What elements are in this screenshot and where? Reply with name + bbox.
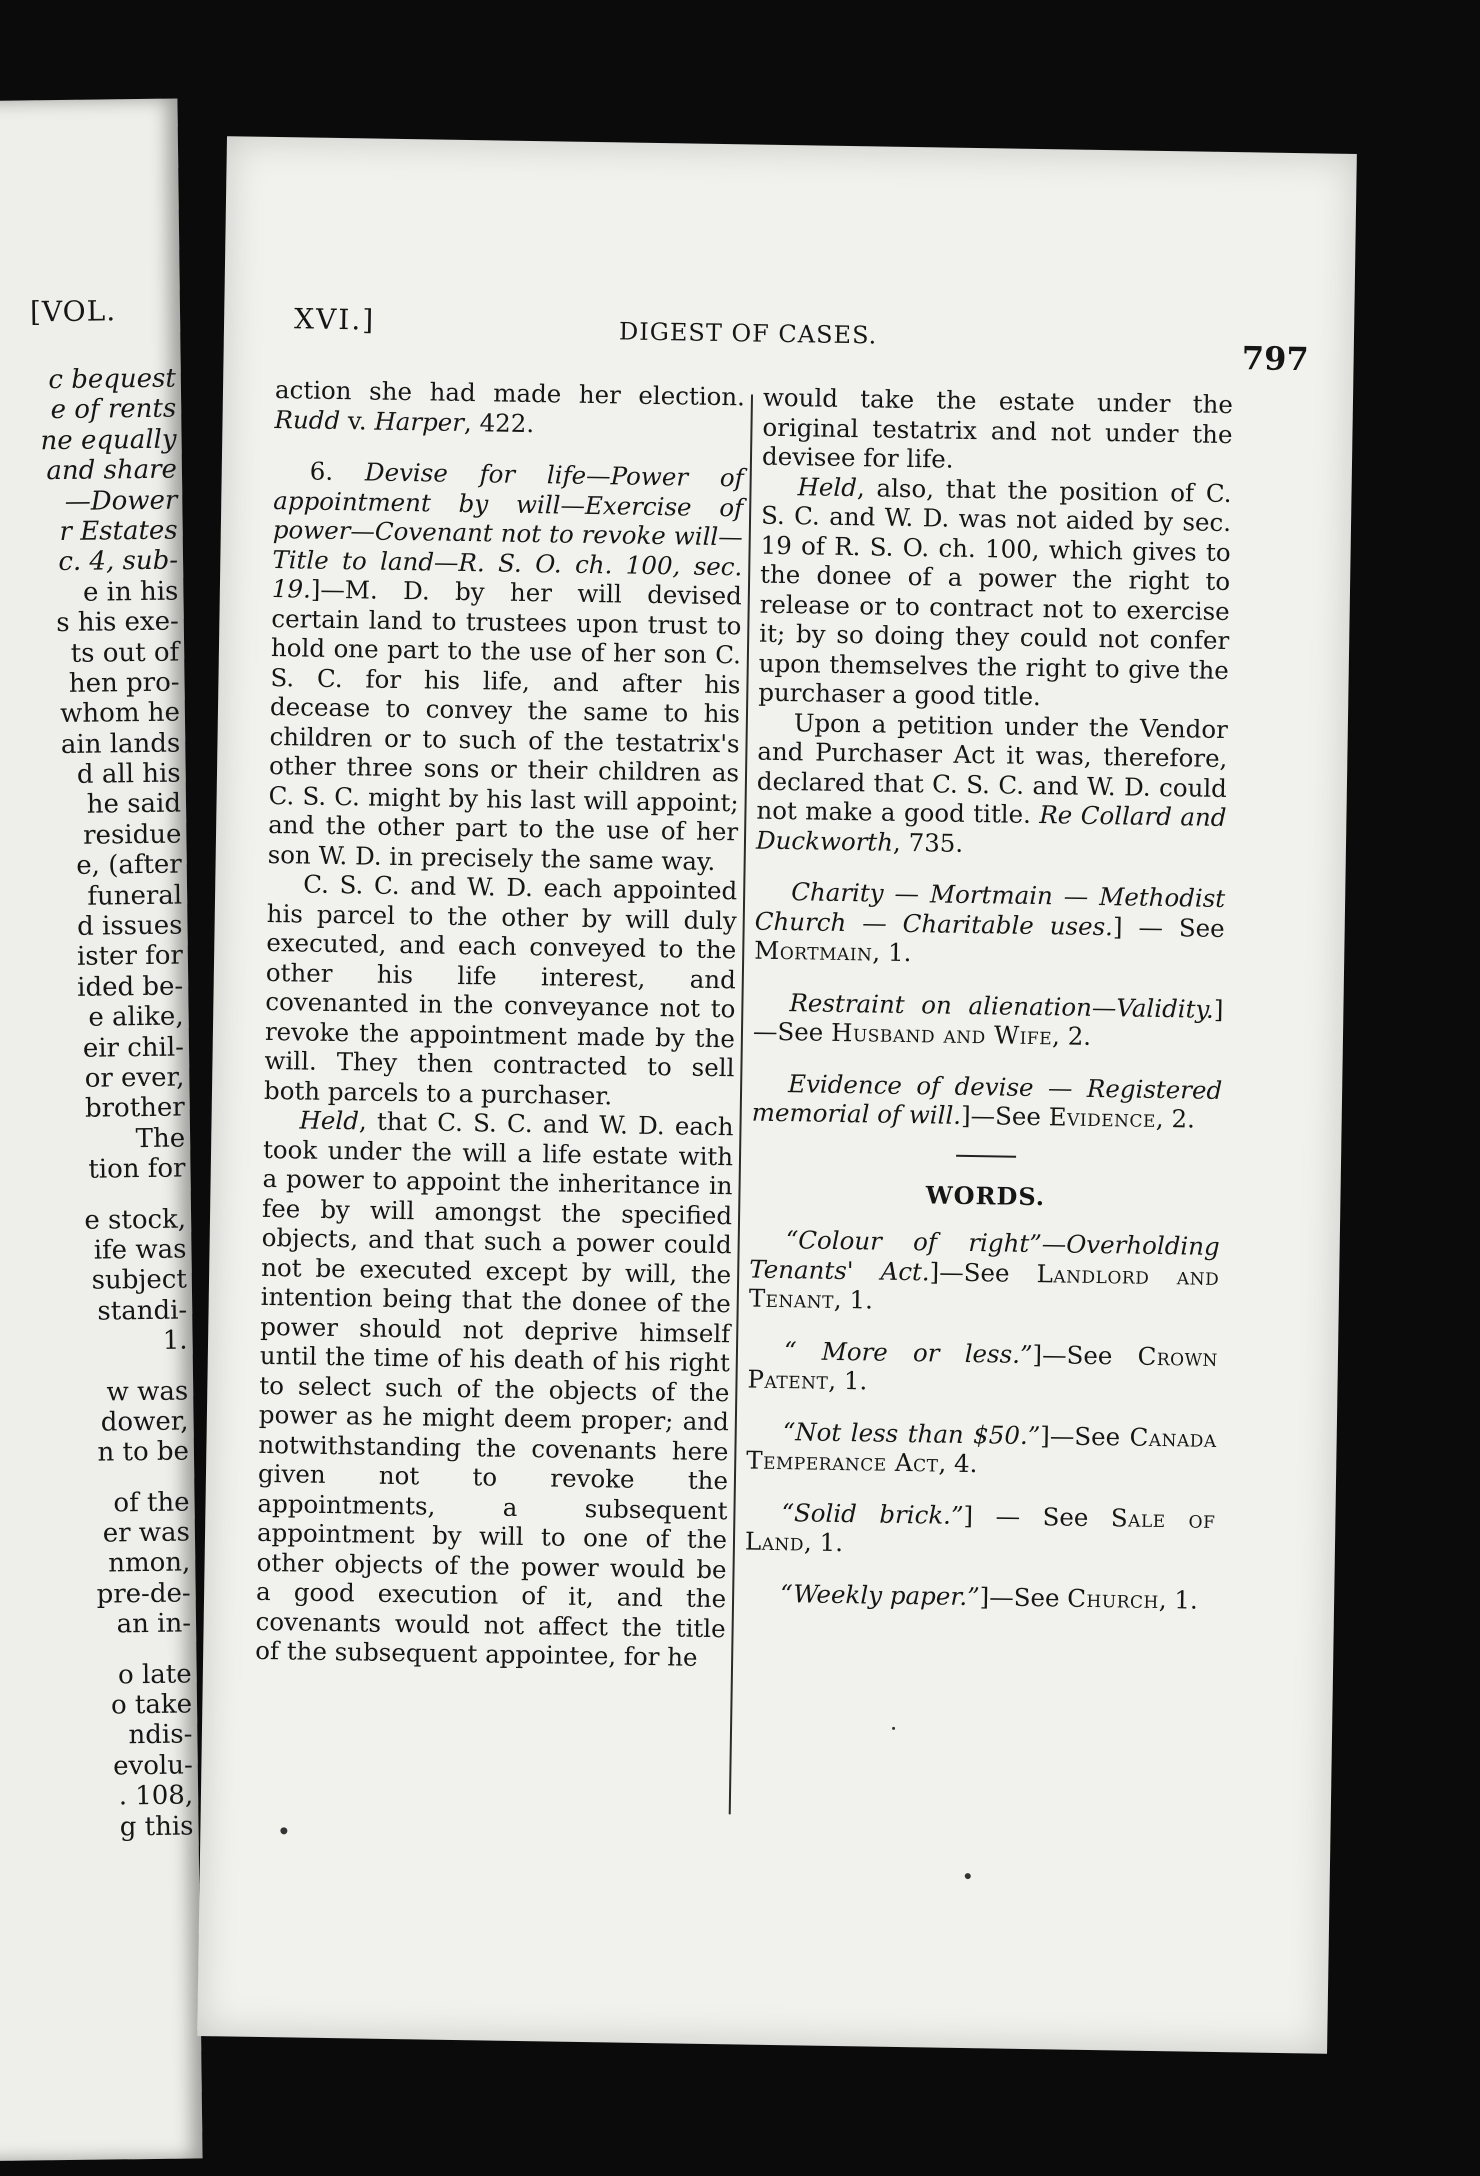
entry-evidence: Evidence of devise — Registered memorial of will.]—See Evidence, 2. (751, 1068, 1223, 1134)
facing-page-line: nmon, (108, 1547, 191, 1579)
facing-page-line: d issues (76, 910, 183, 942)
facing-page-left (0, 99, 203, 2162)
entry-number: 6. (309, 456, 366, 487)
facing-page-line: and share (46, 454, 178, 487)
cross-reference: Crown Patent (747, 1341, 1219, 1395)
facing-page-line: ister for (76, 940, 184, 973)
facing-page-line: d all his (76, 758, 181, 790)
cross-reference: Sale of Land (744, 1502, 1216, 1557)
page-number: 797 (1241, 339, 1309, 379)
ink-speck (965, 1873, 971, 1879)
facing-page-line: o late (117, 1659, 192, 1691)
facing-page-line: e in his (82, 576, 179, 608)
facing-page-line: evolu- (113, 1750, 193, 1782)
cross-reference: Landlord and Tenant (748, 1258, 1220, 1314)
entry-heading: Devise for life—Power of appointment by will—Exercise of power—Covenant not to revoke will—Title to land—R. S. O. ch. 100, sec. 19. (271, 457, 744, 604)
facing-page-line: ain lands (60, 728, 181, 760)
paragraph-devise (268, 456, 744, 876)
entry-more-or-less: “ More or less.”]—See Crown Patent, 1. (747, 1335, 1219, 1396)
case-name: Rudd (274, 404, 341, 435)
facing-page-text (0, 364, 194, 1845)
facing-page-line: ts out of (70, 637, 180, 669)
cross-reference: Canada Temperance Act (746, 1422, 1217, 1478)
page-title: DIGEST OF CASES. (618, 317, 878, 350)
section-divider (956, 1154, 1016, 1157)
entry-not-less-than: “Not less than $50.”]—See Canada Temperance Act, 4. (746, 1416, 1217, 1479)
facing-page-line: or ever, (84, 1062, 185, 1094)
cross-reference: Evidence (1048, 1102, 1157, 1133)
facing-page-line: n to be (97, 1436, 190, 1468)
facing-page-line: ife was (93, 1234, 187, 1266)
facing-page-line: subject (91, 1264, 188, 1297)
facing-page-line: residue (82, 819, 182, 851)
paragraph-election: action she had made her election. Rudd v. Harper, 422. (274, 375, 746, 438)
facing-page-line: . 108, (118, 1780, 194, 1812)
facing-page-line: tion for (88, 1153, 186, 1185)
facing-page-line: c bequest (48, 363, 177, 396)
section-heading-words: WORDS. (925, 1179, 1046, 1211)
facing-page-line: of the (113, 1487, 190, 1519)
volume-marker: XVI.] (293, 302, 376, 337)
right-column (744, 383, 1233, 1615)
facing-page-line: an in- (116, 1608, 192, 1640)
facing-page-line: er was (102, 1517, 191, 1549)
paragraph-held-also: Held, also, that the position of C. S. C. and W. D. was not aided by sec. 19 of R. S. O. ch. 100, which gives to the donee of a power the right to release or to contract not to exercise it; by so doing they could not confer upon themselves the right to give the purchaser a good title. (758, 471, 1232, 712)
paragraph-continuation: would take the estate under the original testatrix and not under the devisee for life. (761, 382, 1234, 474)
entry-body: ]—M. D. by her will devised certain land to trustees upon trust to hold one part to the use of her son C. S. C. for his life, and after his decease to convey the same to his children or to such of the testatrix's other three sons or their children as C. S. C. might by his last will appoint; and the other part to the use of her son W. D. in precisely the same way. (267, 574, 743, 876)
entry-charity: Charity — Mortmain — Methodist Church — Charitable uses.] — See Mortmain, 1. (754, 877, 1226, 968)
ink-speck (892, 1727, 895, 1730)
ink-speck (280, 1827, 287, 1834)
facing-page-line: g this (119, 1811, 194, 1842)
entry-solid-brick: “Solid brick.”] — See Sale of Land, 1. (744, 1497, 1216, 1558)
facing-page-line: o take (110, 1689, 193, 1721)
facing-page-line: dower, (100, 1406, 189, 1438)
book-page (197, 136, 1357, 2054)
facing-page-line: standi- (97, 1295, 188, 1327)
paragraph-appointment: C. S. C. and W. D. each appointed his parcel to the other by will duly executed, and each conveyed to the other his life interest, and covenanted in the conveyance not to revoke the appointment made by the will. They then contracted to sell both parcels to a purchaser. (263, 869, 738, 1110)
facing-page-line: eir chil- (82, 1032, 185, 1064)
facing-page-line: s his exe- (56, 606, 179, 639)
facing-page-line: r Estates (59, 515, 178, 547)
running-head (223, 301, 1354, 379)
facing-page-line: whom he (60, 697, 181, 730)
entry-colour-of-right: “Colour of right”—Overholding Tenants' Act.]—See Landlord and Tenant, 1. (748, 1225, 1220, 1315)
facing-page-line: 1. (162, 1325, 188, 1356)
facing-page-line: he said (86, 789, 182, 821)
facing-page-line: w was (106, 1376, 189, 1408)
facing-page-line: ided be- (77, 971, 184, 1003)
facing-page-line: The (135, 1123, 186, 1154)
facing-page-line: e, (after (76, 849, 182, 882)
facing-page-line: pre-de- (96, 1578, 191, 1610)
cross-reference: Husband and Wife (830, 1017, 1053, 1051)
facing-page-line: ndis- (128, 1719, 193, 1751)
paragraph-held: Held, that C. S. C. and W. D. each took under the will a life estate with a power to appoint the inheritance in fee by will amongst the specified objects, and that such a power could not be executed except by will, the intention being that the donee of the power should not deprive himself until the time of his death of his right to select such of the objects of the power as he might deem proper; and notwithstanding the covenants here given not to revoke the appointments, a subsequent appointment by will to one of the other objects of the power would be a good execution of it, and the covenants would not affect the title of the subsequent appointee, for he (255, 1105, 734, 1672)
facing-page-line: c. 4, sub- (58, 545, 179, 578)
facing-page-line: e of rents (50, 393, 177, 426)
facing-page-line: e stock, (84, 1204, 187, 1236)
cross-reference: Church (1067, 1583, 1160, 1614)
facing-page-header: [VOL. (29, 294, 117, 329)
facing-page-line: hen pro- (68, 667, 180, 699)
left-column (255, 375, 745, 1673)
facing-page-line: funeral (87, 880, 183, 912)
facing-page-line: ne equally (40, 424, 177, 457)
facing-page-line: —Dower (64, 485, 178, 517)
case-name: Re Collard and Duckworth (755, 800, 1227, 857)
paragraph-petition: Upon a petition under the Vendor and Purchaser Act it was, therefore, declared that C. S. C. and W. D. could not make a good title. Re Collard and Duckworth, 735. (755, 707, 1229, 858)
entry-restraint: Restraint on alienation—Validity.]—See Husband and Wife, 2. (752, 987, 1224, 1051)
entry-weekly-paper: “Weekly paper.”]—See Church, 1. (779, 1578, 1199, 1615)
cross-reference: Mortmain (754, 935, 873, 967)
facing-page-line: brother (84, 1092, 185, 1125)
facing-page-line: e alike, (88, 1001, 184, 1033)
